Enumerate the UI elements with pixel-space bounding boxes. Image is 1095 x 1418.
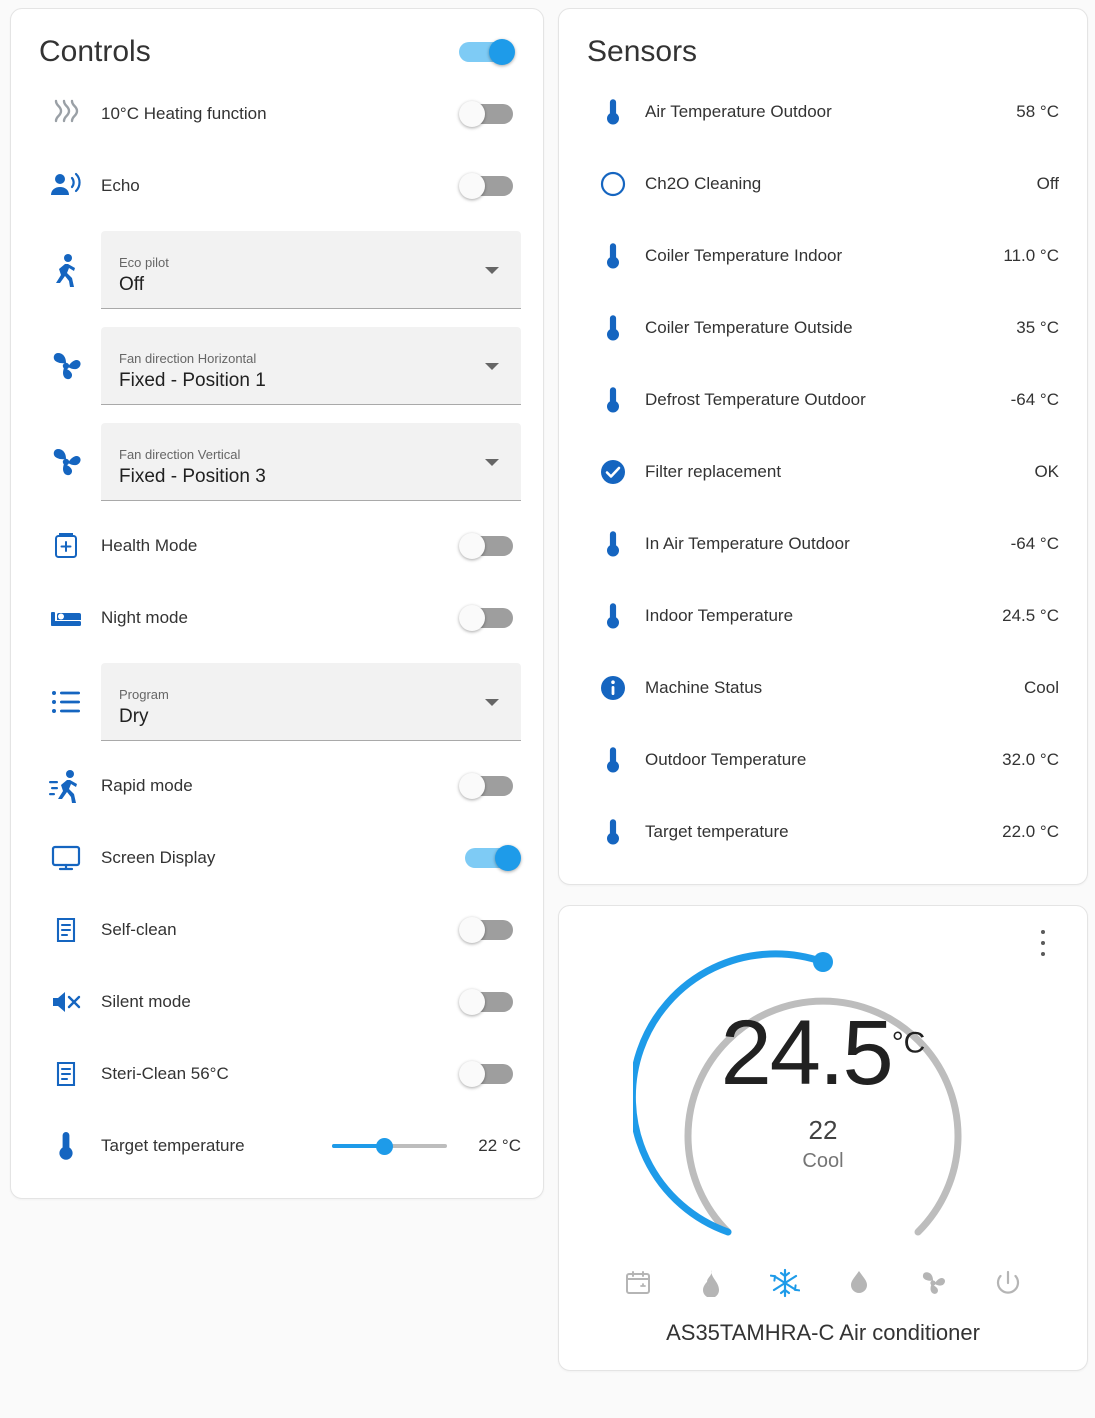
control-row-rapid-mode[interactable] [11,750,543,822]
toggle-knob [459,773,485,799]
sensor-value: -64 °C [1010,534,1059,553]
control-row-night-mode[interactable] [11,582,543,654]
sensor-row-outdoor-temperature [559,724,1087,796]
running-fast-icon [39,769,93,803]
heat-flame-icon[interactable] [698,1269,724,1297]
sensor-value: OK [1034,462,1059,481]
toggle-health-mode[interactable] [459,533,521,559]
thermostat-card [558,905,1088,1371]
controls-header [11,9,543,78]
sensor-value: 35 °C [1016,318,1059,337]
fan-only-icon[interactable] [918,1269,948,1297]
sensor-label: Defrost Temperature Outdoor [645,390,866,409]
fan-icon [39,349,93,383]
control-row-target-temperature[interactable] [11,1110,543,1182]
steri-clean-icon [39,1059,93,1089]
control-label: Screen Display [101,848,216,867]
control-row-eco-pilot [11,222,543,318]
select-value: Dry [119,706,149,727]
control-value [459,533,521,559]
dial-handle [813,952,833,972]
thermometer-icon [587,817,639,847]
sensor-row-defrost-temperature-outdoor [559,364,1087,436]
sensor-label: Indoor Temperature [645,606,794,625]
self-clean-icon [39,915,93,945]
toggle-knob [459,101,485,127]
thermostat-dial[interactable] [633,932,1013,1262]
sensor-label: Filter replacement [645,462,782,481]
thermometer-icon [587,745,639,775]
device-name: AS35TAMHRA-C Air conditioner [666,1320,980,1345]
controls-column [10,8,544,1371]
right-column [558,8,1088,1371]
control-label: Steri-Clean 56°C [101,1064,229,1083]
control-value [459,101,521,127]
thermometer-icon [587,313,639,343]
toggle-heating-function[interactable] [459,101,521,127]
sensors-title: Sensors [587,35,698,68]
dial-current-temperature-wrap [633,1002,1013,1104]
select-eco-pilot[interactable] [101,231,521,309]
toggle-knob [459,173,485,199]
toggle-knob [459,533,485,559]
sensor-row-coiler-temperature-outside [559,292,1087,364]
running-person-icon [39,253,93,287]
dot [1041,952,1045,956]
power-icon[interactable] [994,1269,1022,1297]
dial-readout [633,1002,1013,1173]
thermometer-icon [39,1130,93,1162]
control-label: Health Mode [101,536,198,555]
chevron-down-icon [485,699,499,706]
fan-icon [39,445,93,479]
toggle-knob [459,1061,485,1087]
sensor-value: 24.5 °C [1002,606,1059,625]
select-label: Fan direction Horizontal [119,351,257,366]
toggle-steri-clean[interactable] [459,1061,521,1087]
toggle-echo[interactable] [459,173,521,199]
sensor-row-air-temperature-outdoor [559,76,1087,148]
control-label: 10°C Heating function [101,104,267,123]
sensor-label: Coiler Temperature Indoor [645,246,843,265]
control-row-silent-mode[interactable] [11,966,543,1038]
select-value: Fixed - Position 3 [119,466,266,487]
sensor-label: In Air Temperature Outdoor [645,534,850,553]
chevron-down-icon [485,363,499,370]
mute-icon [39,988,93,1016]
sensor-row-target-temperature [559,796,1087,868]
toggle-rapid-mode[interactable] [459,773,521,799]
toggle-screen-display[interactable] [459,845,521,871]
toggle-knob [495,845,521,871]
toggle-silent-mode[interactable] [459,989,521,1015]
sensor-label: Outdoor Temperature [645,750,807,769]
sensor-value: 22.0 °C [1002,822,1059,841]
control-value [459,773,521,799]
control-value [332,1133,521,1159]
list-icon [39,688,93,716]
control-row-echo[interactable] [11,150,543,222]
bed-icon [39,604,93,632]
control-row-heating-function[interactable] [11,78,543,150]
select-value: Off [119,274,144,295]
dial-target-temperature: 22 [808,1115,838,1146]
control-row-steri-clean[interactable] [11,1038,543,1110]
thermometer-icon [587,529,639,559]
control-row-screen-display[interactable] [11,822,543,894]
target-temperature-value: 22 °C [478,1136,521,1155]
check-circle-icon [587,457,639,487]
control-label: Echo [101,176,140,195]
sensor-value: Off [1036,174,1059,193]
select-fan-direction-vertical[interactable] [101,423,521,501]
thermometer-icon [587,385,639,415]
circle-icon [587,170,639,198]
control-value [459,845,521,871]
sensor-label: Machine Status [645,678,763,697]
health-kit-icon [39,531,93,561]
thermostat [559,906,1087,1370]
control-row-self-clean[interactable] [11,894,543,966]
slider-thumb[interactable] [376,1138,393,1155]
toggle-knob [459,989,485,1015]
dial-mode-label: Cool [802,1150,844,1173]
thermometer-icon [587,97,639,127]
thermometer-icon [587,601,639,631]
control-value [459,173,521,199]
monitor-icon [39,843,93,873]
control-label: Silent mode [101,992,191,1011]
dot [1041,930,1045,934]
sensor-label: Target temperature [645,822,789,841]
controls-master-toggle[interactable] [453,39,515,65]
info-circle-icon [587,673,639,703]
control-value [459,1061,521,1087]
sensor-label: Ch2O Cleaning [645,174,762,193]
sensor-value: 58 °C [1016,102,1059,121]
dot [1041,941,1045,945]
sensors-card [558,8,1088,885]
sensor-value: 32.0 °C [1002,750,1059,769]
select-label: Fan direction Vertical [119,447,241,462]
dial-current-temperature: 24.5 [720,1002,892,1104]
control-label: Self-clean [101,920,177,939]
control-row-health-mode[interactable] [11,510,543,582]
toggle-self-clean[interactable] [459,917,521,943]
controls-title: Controls [39,35,151,68]
toggle-night-mode[interactable] [459,605,521,631]
sensor-value: 11.0 °C [1003,246,1059,265]
control-value [459,917,521,943]
control-row-fan-vertical [11,414,543,510]
chevron-down-icon [485,267,499,274]
schedule-icon[interactable] [624,1269,652,1297]
control-row-program [11,654,543,750]
control-row-fan-horizontal [11,318,543,414]
sensor-value: Cool [1024,678,1059,697]
controls-card [10,8,544,1199]
target-temperature-slider[interactable] [332,1133,447,1159]
control-label: Night mode [101,608,188,627]
toggle-knob [489,39,515,65]
dry-drop-icon[interactable] [846,1269,872,1297]
sensor-label: Air Temperature Outdoor [645,102,832,121]
sensor-row-ch2o-cleaning [559,148,1087,220]
sensor-row-filter-replacement [559,436,1087,508]
control-value [459,605,521,631]
control-value [459,989,521,1015]
select-value: Fixed - Position 1 [119,370,266,391]
heat-waves-icon [39,99,93,129]
select-fan-direction-horizontal[interactable] [101,327,521,405]
toggle-knob [459,917,485,943]
sensor-row-machine-status [559,652,1087,724]
echo-person-icon [39,171,93,201]
dial-unit: °C [891,1026,926,1060]
sensor-row-coiler-temperature-indoor [559,220,1087,292]
chevron-down-icon [485,459,499,466]
control-label: Target temperature [101,1136,245,1155]
toggle-knob [459,605,485,631]
select-label: Eco pilot [119,255,169,270]
select-label: Program [119,687,169,702]
select-program[interactable] [101,663,521,741]
snowflake-cool-icon[interactable] [770,1268,800,1298]
thermometer-icon [587,241,639,271]
sensor-label: Coiler Temperature Outside [645,318,853,337]
sensor-row-in-air-temperature-outdoor [559,508,1087,580]
mode-bar [624,1268,1022,1298]
more-options-icon[interactable] [1033,930,1053,956]
sensor-value: -64 °C [1010,390,1059,409]
control-label: Rapid mode [101,776,193,795]
sensor-row-indoor-temperature [559,580,1087,652]
